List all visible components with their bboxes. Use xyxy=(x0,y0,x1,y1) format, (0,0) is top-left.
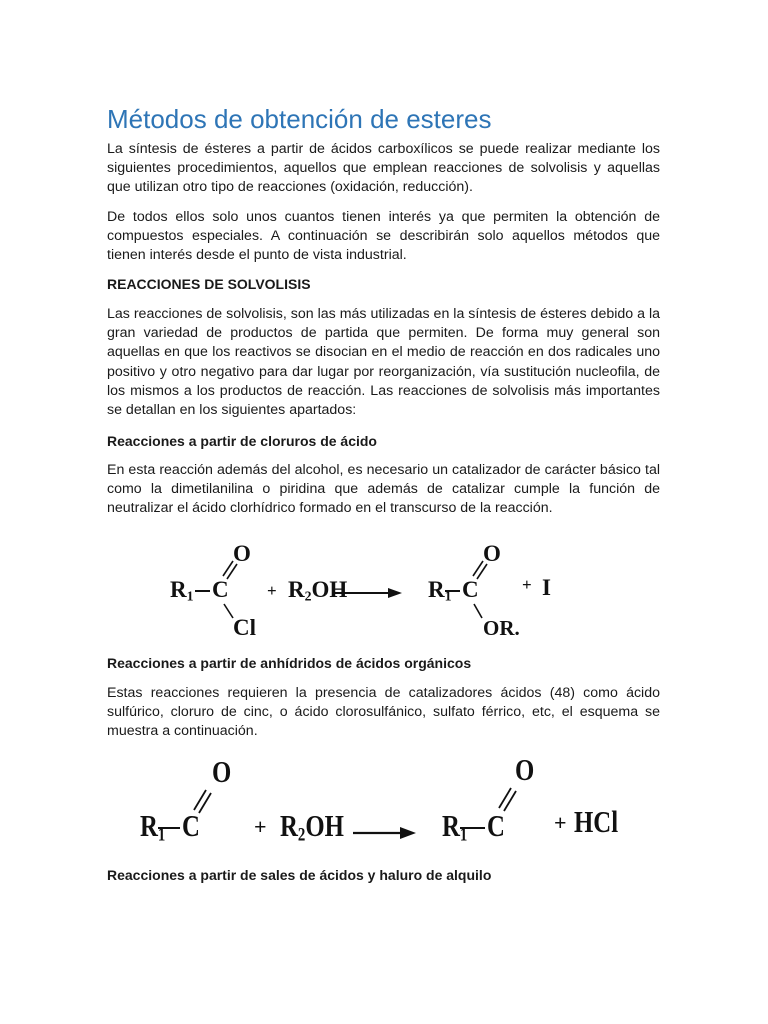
scheme1-oxygen: O xyxy=(233,541,251,566)
heading-anhydrides: Reacciones a partir de anhídridos de ácidos orgánicos xyxy=(107,655,472,671)
scheme1-plus: + xyxy=(267,581,277,600)
heading-acid-chlorides: Reacciones a partir de cloruros de ácido xyxy=(107,433,377,449)
scheme2-byproduct: HCl xyxy=(574,804,619,839)
reaction-scheme-anhydride xyxy=(140,750,620,860)
scheme1-product-or: OR. xyxy=(483,616,520,640)
scheme1-product-oxygen: O xyxy=(483,541,501,566)
scheme1-alcohol: $R_2OH$ xyxy=(288,577,348,604)
reaction-scheme-acid-chloride xyxy=(170,540,560,645)
paragraph-acid-chlorides: En esta reacción además del alcohol, es necesario un catalizador de carácter básico tal como la dimetilanilina o piridina que además de catalizar cumple la función de neutralizar el ácido clorhídrico formado en el transcurso de la reacción. xyxy=(107,462,660,517)
paragraph-interest: De todos ellos solo unos cuantos tienen interés ya que permiten la obtención de compuestos especiales. A continuación se describirán solo aquellos métodos que tienen interés desde el punto de vista industrial. xyxy=(107,209,660,264)
heading-salts: Reacciones a partir de sales de ácidos y haluro de alquilo xyxy=(107,867,492,883)
scheme2-product-oxygen: O xyxy=(515,752,535,787)
scheme1-product-carbon: C xyxy=(462,577,479,602)
scheme2-carbon: C xyxy=(182,808,200,843)
heading-solvolisis: REACCIONES DE SOLVOLISIS xyxy=(107,276,311,292)
scheme2-plus-2: + xyxy=(554,810,567,835)
scheme2-product-r1: $R_1$ xyxy=(442,808,468,846)
scheme1-r1: $R_1$ xyxy=(170,577,194,604)
scheme2-product-carbon: C xyxy=(487,808,505,843)
scheme1-byproduct: I xyxy=(542,575,551,600)
paragraph-solvolisis: Las reacciones de solvolisis, son las más utilizadas en la síntesis de ésteres debido a la gran variedad de productos de partida que permiten. De forma muy general son aquellas en que los reactivos se disocian en el medio de reacción en dos radicales uno positivo y otro negativo para dar lugar por reorganización, vía sustitución nucleofila, de los mismos a los productos de reacción. Las reacciones de solvolisis más importantes se detallan en los siguientes apartados: xyxy=(107,306,660,419)
scheme2-oxygen: O xyxy=(212,754,232,789)
scheme1-carbon: C xyxy=(212,577,229,602)
scheme1-chlorine: Cl xyxy=(233,615,256,640)
scheme2-plus: + xyxy=(254,814,267,839)
paragraph-anhydrides: Estas reacciones requieren la presencia de catalizadores ácidos (48) como ácido sulfúrico, cloruro de cinc, o ácido clorosulfánico, sulfato férrico, etc, el esquema se muestra a continuación. xyxy=(107,685,660,740)
scheme2-alcohol: $R_2OH$ xyxy=(280,808,344,846)
page-title: Métodos de obtención de esteres xyxy=(107,104,492,134)
scheme1-plus-2: + xyxy=(522,575,532,594)
paragraph-intro: La síntesis de ésteres a partir de ácidos carboxílicos se puede realizar mediante los siguientes procedimientos, aquellos que emplean reacciones de solvolisis y aquellas que utilizan otro tipo de reacciones (oxidación, reducción). xyxy=(107,141,660,196)
scheme1-product-r1: $R_1$ xyxy=(428,577,452,604)
scheme2-r1: $R_1$ xyxy=(140,808,166,846)
